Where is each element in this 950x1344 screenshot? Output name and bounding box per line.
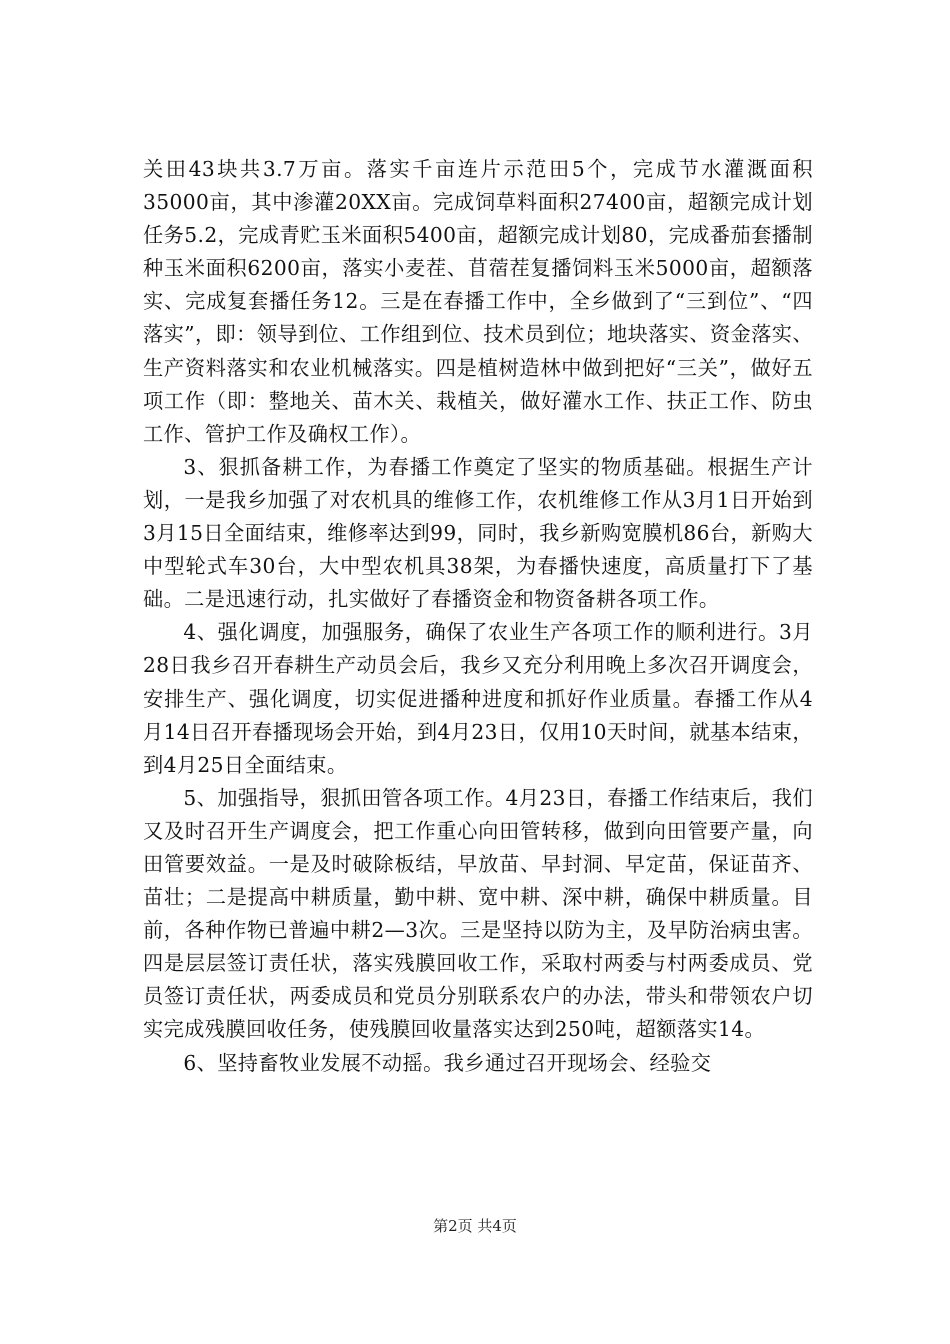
paragraph-item-5: 5、加强指导，狠抓田管各项工作。4月23日，春播工作结束后，我们又及时召开生产调度会，把工作重心向田管转移，做到向田管要产量，向田管要效益。一是及时破除板结，早放苗、早封洞、早定苗，保证苗齐、苗壮；二是提高中耕质量，勤中耕、宽中耕、深中耕，确保中耕质量。目前，各种作物已普遍中耕2—3次。三是坚持以防为主，及早防治病虫害。四是层层签订责任状，落实残膜回收工作，采取村两委与村两委成员、党员签订责任状，两委成员和党员分别联系农户的办法，带头和带领农户切实完成残膜回收任务，使残膜回收量落实达到250吨，超额落实14。	[143, 785, 813, 1042]
document-body	[143, 153, 813, 1080]
paragraph-item-4: 4、强化调度，加强服务，确保了农业生产各项工作的顺利进行。3月28日我乡召开春耕生产动员会后，我乡又充分利用晚上多次召开调度会，安排生产、强化调度，切实促进播种进度和抓好作业质量。春播工作从4月14日召开春播现场会开始，到4月23日，仅用10天时间，就基本结束，到4月25日全面结束。	[143, 620, 813, 777]
page-number-footer: 第2页 共4页	[433, 1217, 517, 1235]
paragraph-item-3: 3、狠抓备耕工作，为春播工作奠定了坚实的物质基础。根据生产计划，一是我乡加强了对农机具的维修工作，农机维修工作从3月1日开始到3月15日全面结束，维修率达到99，同时，我乡新购宽膜机86台，新购大中型轮式车30台，大中型农机具38架，为春播快速度，高质量打下了基础。二是迅速行动，扎实做好了春播资金和物资备耕各项工作。	[143, 454, 813, 612]
paragraph-continuation: 关田43块共3.7万亩。落实千亩连片示范田5个，完成节水灌溉面积35000亩，其中渗灌20XX亩。完成饲草料面积27400亩，超额完成计划任务5.2，完成青贮玉米面积5400亩，超额完成计划80，完成番茄套播制种玉米面积6200亩，落实小麦茬、苜蓿茬复播饲料玉米5000亩，超额落实、完成复套播任务12。三是在春播工作中，全乡做到了“三到位”、“四落实”，即：领导到位、工作组到位、技术员到位；地块落实、资金落实、生产资料落实和农业机械落实。四是植树造林中做到把好“三关”，做好五项工作（即：整地关、苗木关、栽植关，做好灌水工作、扶正工作、防虫工作、管护工作及确权工作）。	[143, 157, 813, 446]
paragraph-item-6: 6、坚持畜牧业发展不动摇。我乡通过召开现场会、经验交	[183, 1050, 712, 1075]
